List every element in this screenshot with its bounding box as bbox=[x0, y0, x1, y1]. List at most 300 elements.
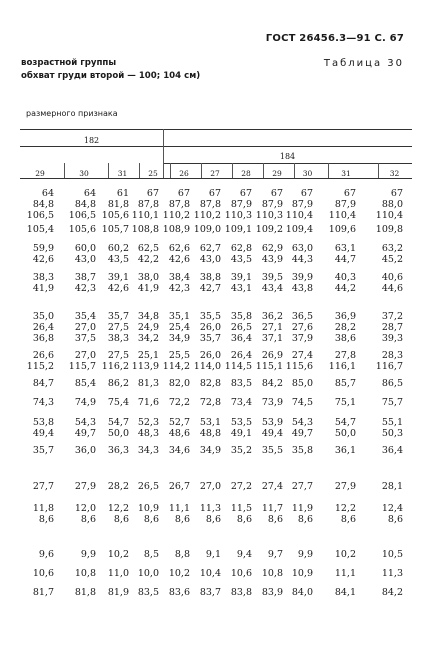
cell-value: 11,0 bbox=[107, 568, 129, 579]
cell-value: 116,1 bbox=[328, 361, 356, 372]
table-cell bbox=[108, 311, 129, 344]
table-cell bbox=[335, 272, 356, 294]
cell-value: 41,9 bbox=[137, 283, 159, 294]
cell-value: 9,4 bbox=[236, 549, 252, 560]
cell-value: 39,5 bbox=[261, 272, 283, 283]
cell-value: 84,1 bbox=[334, 587, 356, 598]
cell-value: 109,4 bbox=[285, 224, 313, 235]
cell-value: 36,3 bbox=[107, 445, 129, 456]
table-cell bbox=[108, 378, 129, 389]
table-cell bbox=[335, 549, 356, 560]
table-cell bbox=[329, 350, 356, 372]
cell-value: 67 bbox=[270, 188, 283, 199]
table-cell bbox=[231, 311, 252, 344]
cell-value: 37,5 bbox=[74, 333, 96, 344]
table-cell bbox=[33, 311, 54, 344]
table-cell bbox=[262, 272, 283, 294]
column-header: 31 bbox=[341, 169, 351, 178]
cell-value: 83,9 bbox=[261, 587, 283, 598]
table-cell bbox=[75, 243, 96, 265]
cell-value: 35,7 bbox=[32, 445, 54, 456]
cell-value: 26,0 bbox=[199, 322, 221, 333]
cell-value: 110,3 bbox=[224, 210, 252, 221]
cell-value: 114,0 bbox=[193, 361, 221, 372]
table-cell bbox=[231, 445, 252, 456]
cell-value: 48,8 bbox=[199, 428, 221, 439]
cell-value: 84,0 bbox=[291, 587, 313, 598]
cell-value: 43,8 bbox=[291, 283, 313, 294]
table-cell bbox=[382, 272, 403, 294]
cell-value: 10,2 bbox=[168, 568, 190, 579]
cell-value: 36,8 bbox=[32, 333, 54, 344]
table-cell bbox=[382, 243, 403, 265]
table-cell bbox=[382, 311, 403, 344]
table-cell bbox=[231, 503, 252, 525]
cell-value: 11,1 bbox=[334, 568, 356, 579]
cell-value: 27,6 bbox=[291, 322, 313, 333]
cell-value: 27,0 bbox=[74, 322, 96, 333]
table-cell bbox=[132, 224, 159, 235]
cell-value: 36,5 bbox=[291, 311, 313, 322]
table-cell bbox=[231, 378, 252, 389]
cell-value: 115,1 bbox=[255, 361, 283, 372]
table-cell bbox=[225, 188, 252, 221]
table-cell bbox=[200, 378, 221, 389]
cell-value: 54,7 bbox=[334, 417, 356, 428]
column-header: 30 bbox=[79, 169, 89, 178]
cell-value: 8,6 bbox=[267, 514, 283, 525]
table-cell bbox=[200, 417, 221, 439]
table-cell bbox=[200, 503, 221, 525]
cell-value: 40,6 bbox=[381, 272, 403, 283]
table-cell bbox=[292, 587, 313, 598]
table-cell bbox=[231, 481, 252, 492]
cell-value: 87,9 bbox=[230, 199, 252, 210]
cell-value: 34,9 bbox=[199, 445, 221, 456]
cell-value: 67 bbox=[208, 188, 221, 199]
table-cell bbox=[132, 188, 159, 221]
table-cell bbox=[75, 272, 96, 294]
heading-line-1: возрастной группы bbox=[21, 58, 117, 68]
table-cell bbox=[169, 445, 190, 456]
cell-value: 10,2 bbox=[107, 549, 129, 560]
table-cell bbox=[138, 397, 159, 408]
table-cell bbox=[33, 243, 54, 265]
cell-value: 25,4 bbox=[168, 322, 190, 333]
cell-value: 12,0 bbox=[74, 503, 96, 514]
cell-value: 110,4 bbox=[375, 210, 403, 221]
table-cell bbox=[132, 350, 159, 372]
cell-value: 64 bbox=[83, 188, 96, 199]
cell-value: 81,3 bbox=[137, 378, 159, 389]
cell-value: 50,3 bbox=[381, 428, 403, 439]
cell-value: 39,1 bbox=[107, 272, 129, 283]
column-header: 31 bbox=[117, 169, 128, 178]
cell-value: 67 bbox=[300, 188, 313, 199]
cell-value: 35,4 bbox=[74, 311, 96, 322]
cell-value: 35,7 bbox=[199, 333, 221, 344]
cell-value: 60,0 bbox=[74, 243, 96, 254]
cell-value: 43,1 bbox=[230, 283, 252, 294]
table-cell bbox=[292, 445, 313, 456]
group-184-label: 184 bbox=[279, 152, 296, 161]
cell-value: 10,8 bbox=[74, 568, 96, 579]
cell-value: 110,4 bbox=[285, 210, 313, 221]
cell-value: 26,4 bbox=[230, 350, 252, 361]
cell-value: 37,1 bbox=[261, 333, 283, 344]
column-header: 32 bbox=[389, 169, 400, 178]
cell-value: 35,1 bbox=[168, 311, 190, 322]
table-cell bbox=[169, 378, 190, 389]
cell-value: 53,9 bbox=[261, 417, 283, 428]
table-cell bbox=[169, 481, 190, 492]
cell-value: 84,2 bbox=[381, 587, 403, 598]
cell-value: 54,3 bbox=[291, 417, 313, 428]
table-cell bbox=[335, 568, 356, 579]
cell-value: 10,6 bbox=[230, 568, 252, 579]
table-cell bbox=[27, 188, 54, 221]
cell-value: 9,1 bbox=[205, 549, 221, 560]
table-cell bbox=[33, 397, 54, 408]
table-cell bbox=[262, 378, 283, 389]
cell-value: 75,1 bbox=[334, 397, 356, 408]
cell-value: 27,8 bbox=[334, 350, 356, 361]
table-cell bbox=[262, 587, 283, 598]
column-separator bbox=[263, 163, 264, 178]
cell-value: 109,8 bbox=[375, 224, 403, 235]
column-separator bbox=[64, 163, 65, 178]
cell-value: 27,1 bbox=[261, 322, 283, 333]
table-cell bbox=[382, 549, 403, 560]
table-cell bbox=[292, 417, 313, 439]
column-separator bbox=[139, 163, 140, 178]
table-cell bbox=[75, 568, 96, 579]
cell-value: 67 bbox=[390, 188, 403, 199]
cell-value: 44,6 bbox=[381, 283, 403, 294]
table-cell bbox=[335, 445, 356, 456]
cell-value: 85,4 bbox=[74, 378, 96, 389]
cell-value: 26,5 bbox=[137, 481, 159, 492]
cell-value: 36,4 bbox=[230, 333, 252, 344]
cell-value: 109,0 bbox=[193, 224, 221, 235]
cell-value: 27,2 bbox=[230, 481, 252, 492]
cell-value: 87,9 bbox=[261, 199, 283, 210]
cell-value: 38,4 bbox=[168, 272, 190, 283]
column-separator bbox=[201, 163, 202, 178]
cell-value: 87,8 bbox=[168, 199, 190, 210]
table-cell bbox=[102, 188, 129, 221]
table-cell bbox=[169, 272, 190, 294]
cell-value: 35,5 bbox=[261, 445, 283, 456]
cell-value: 8,6 bbox=[113, 514, 129, 525]
cell-value: 36,1 bbox=[334, 445, 356, 456]
table-cell bbox=[231, 587, 252, 598]
table-cell bbox=[292, 272, 313, 294]
table-cell bbox=[335, 481, 356, 492]
table-cell bbox=[169, 243, 190, 265]
cell-value: 35,8 bbox=[291, 445, 313, 456]
cell-value: 34,6 bbox=[168, 445, 190, 456]
cell-value: 44,2 bbox=[334, 283, 356, 294]
header-bottom-rule bbox=[20, 178, 412, 179]
cell-value: 54,7 bbox=[107, 417, 129, 428]
table-cell bbox=[138, 587, 159, 598]
table-cell bbox=[138, 378, 159, 389]
cell-value: 8,6 bbox=[80, 514, 96, 525]
table-cell bbox=[75, 503, 96, 525]
cell-value: 84,2 bbox=[261, 378, 283, 389]
cell-value: 108,8 bbox=[131, 224, 159, 235]
cell-value: 11,8 bbox=[32, 503, 54, 514]
table-cell bbox=[75, 481, 96, 492]
cell-value: 88,0 bbox=[381, 199, 403, 210]
table-cell bbox=[138, 568, 159, 579]
table-cell bbox=[382, 378, 403, 389]
table-cell bbox=[382, 397, 403, 408]
cell-value: 81,9 bbox=[107, 587, 129, 598]
table-cell bbox=[33, 503, 54, 525]
column-header: 27 bbox=[210, 169, 220, 178]
cell-value: 11,9 bbox=[291, 503, 313, 514]
table-cell bbox=[169, 417, 190, 439]
cell-value: 26,6 bbox=[32, 350, 54, 361]
cell-value: 53,1 bbox=[199, 417, 221, 428]
cell-value: 110,4 bbox=[328, 210, 356, 221]
cell-value: 38,7 bbox=[74, 272, 96, 283]
cell-value: 11,5 bbox=[230, 503, 252, 514]
cell-value: 110,2 bbox=[162, 210, 190, 221]
table-cell bbox=[286, 224, 313, 235]
column-separator bbox=[170, 163, 171, 178]
cell-value: 105,7 bbox=[101, 224, 129, 235]
cell-value: 28,7 bbox=[381, 322, 403, 333]
cell-value: 28,3 bbox=[381, 350, 403, 361]
cell-value: 27,7 bbox=[291, 481, 313, 492]
cell-value: 105,4 bbox=[26, 224, 54, 235]
table-cell bbox=[33, 481, 54, 492]
cell-value: 11,7 bbox=[261, 503, 283, 514]
cell-value: 59,9 bbox=[32, 243, 54, 254]
table-cell bbox=[33, 568, 54, 579]
cell-value: 63,2 bbox=[381, 243, 403, 254]
cell-value: 108,9 bbox=[162, 224, 190, 235]
table-cell bbox=[262, 417, 283, 439]
cell-value: 8,6 bbox=[340, 514, 356, 525]
table-cell bbox=[175, 549, 190, 560]
table-cell bbox=[138, 272, 159, 294]
cell-value: 62,8 bbox=[230, 243, 252, 254]
cell-value: 48,6 bbox=[168, 428, 190, 439]
cell-value: 35,5 bbox=[199, 311, 221, 322]
table-cell bbox=[108, 481, 129, 492]
table-cell bbox=[335, 503, 356, 525]
cell-value: 67 bbox=[343, 188, 356, 199]
table-cell bbox=[108, 397, 129, 408]
cell-value: 83,8 bbox=[230, 587, 252, 598]
cell-value: 114,2 bbox=[162, 361, 190, 372]
cell-value: 9,9 bbox=[297, 549, 313, 560]
cell-value: 116,7 bbox=[375, 361, 403, 372]
table-cell bbox=[33, 445, 54, 456]
cell-value: 73,9 bbox=[261, 397, 283, 408]
table-cell bbox=[75, 397, 96, 408]
cell-value: 36,9 bbox=[334, 311, 356, 322]
cell-value: 42,3 bbox=[74, 283, 96, 294]
cell-value: 8,5 bbox=[143, 549, 159, 560]
table-cell bbox=[200, 272, 221, 294]
cell-value: 82,8 bbox=[199, 378, 221, 389]
cell-value: 62,7 bbox=[199, 243, 221, 254]
table-cell bbox=[262, 243, 283, 265]
table-cell bbox=[33, 378, 54, 389]
cell-value: 52,3 bbox=[137, 417, 159, 428]
cell-value: 10,4 bbox=[199, 568, 221, 579]
cell-value: 109,6 bbox=[328, 224, 356, 235]
cell-value: 12,2 bbox=[334, 503, 356, 514]
cell-value: 52,7 bbox=[168, 417, 190, 428]
cell-value: 53,5 bbox=[230, 417, 252, 428]
cell-value: 28,2 bbox=[107, 481, 129, 492]
group-rule bbox=[20, 146, 412, 147]
cell-value: 36,2 bbox=[261, 311, 283, 322]
table-cell bbox=[69, 350, 96, 372]
column-header: 28 bbox=[241, 169, 251, 178]
cell-value: 42,6 bbox=[168, 254, 190, 265]
table-cell bbox=[33, 272, 54, 294]
cell-value: 83,5 bbox=[230, 378, 252, 389]
cell-value: 84,8 bbox=[74, 199, 96, 210]
cell-value: 86,5 bbox=[381, 378, 403, 389]
cell-value: 109,2 bbox=[255, 224, 283, 235]
standard-code: ГОСТ 26456.3—91 С. 67 bbox=[265, 33, 404, 44]
cell-value: 26,9 bbox=[261, 350, 283, 361]
table-cell bbox=[237, 549, 252, 560]
cell-value: 36,4 bbox=[381, 445, 403, 456]
table-cell bbox=[262, 397, 283, 408]
cell-value: 26,0 bbox=[199, 350, 221, 361]
cell-value: 44,7 bbox=[334, 254, 356, 265]
cell-value: 83,6 bbox=[168, 587, 190, 598]
table-cell bbox=[194, 224, 221, 235]
cell-value: 35,8 bbox=[230, 311, 252, 322]
column-header: 25 bbox=[148, 169, 158, 178]
cell-value: 27,0 bbox=[74, 350, 96, 361]
table-cell bbox=[286, 188, 313, 221]
column-header: 30 bbox=[302, 169, 313, 178]
cell-value: 26,5 bbox=[230, 322, 252, 333]
cell-value: 34,9 bbox=[168, 333, 190, 344]
table-cell bbox=[292, 481, 313, 492]
cell-value: 38,3 bbox=[107, 333, 129, 344]
cell-value: 74,9 bbox=[74, 397, 96, 408]
table-cell bbox=[169, 587, 190, 598]
cell-value: 38,3 bbox=[32, 272, 54, 283]
table-cell bbox=[262, 568, 283, 579]
cell-value: 35,2 bbox=[230, 445, 252, 456]
table-cell bbox=[200, 587, 221, 598]
table-cell bbox=[200, 243, 221, 265]
table-cell bbox=[268, 549, 283, 560]
cell-value: 62,6 bbox=[168, 243, 190, 254]
table-cell bbox=[108, 272, 129, 294]
cell-value: 49,4 bbox=[32, 428, 54, 439]
table-cell bbox=[335, 587, 356, 598]
cell-value: 106,5 bbox=[68, 210, 96, 221]
table-cell bbox=[138, 311, 159, 344]
column-header: 26 bbox=[179, 169, 189, 178]
cell-value: 82,0 bbox=[168, 378, 190, 389]
cell-value: 113,9 bbox=[131, 361, 159, 372]
cell-value: 26,4 bbox=[32, 322, 54, 333]
cell-value: 24,9 bbox=[137, 322, 159, 333]
cell-value: 42,6 bbox=[32, 254, 54, 265]
table-cell bbox=[382, 587, 403, 598]
table-cell bbox=[335, 378, 356, 389]
table-cell bbox=[169, 568, 190, 579]
table-cell bbox=[163, 188, 190, 221]
cell-value: 84,7 bbox=[32, 378, 54, 389]
table-cell bbox=[200, 481, 221, 492]
table-cell bbox=[335, 311, 356, 344]
table-cell bbox=[138, 445, 159, 456]
cell-value: 8,6 bbox=[387, 514, 403, 525]
table-cell bbox=[108, 587, 129, 598]
table-cell bbox=[200, 311, 221, 344]
table-cell bbox=[382, 568, 403, 579]
cell-value: 35,7 bbox=[107, 311, 129, 322]
table-cell bbox=[81, 549, 96, 560]
cell-value: 11,3 bbox=[199, 503, 221, 514]
cell-value: 110,1 bbox=[131, 210, 159, 221]
table-cell bbox=[292, 243, 313, 265]
table-cell bbox=[292, 503, 313, 525]
table-top-rule bbox=[20, 129, 412, 130]
table-cell bbox=[108, 549, 129, 560]
table-cell bbox=[75, 445, 96, 456]
cell-value: 75,4 bbox=[107, 397, 129, 408]
cell-value: 61 bbox=[116, 188, 129, 199]
table-cell bbox=[33, 587, 54, 598]
cell-value: 39,3 bbox=[381, 333, 403, 344]
cell-value: 27,5 bbox=[107, 350, 129, 361]
cell-value: 43,9 bbox=[261, 254, 283, 265]
table-cell bbox=[382, 417, 403, 439]
cell-value: 115,6 bbox=[285, 361, 313, 372]
cell-value: 115,2 bbox=[26, 361, 54, 372]
cell-value: 73,4 bbox=[230, 397, 252, 408]
table-cell bbox=[169, 311, 190, 344]
table-cell bbox=[292, 311, 313, 344]
cell-value: 85,0 bbox=[291, 378, 313, 389]
table-cell bbox=[102, 224, 129, 235]
table-cell bbox=[163, 350, 190, 372]
table-label: Таблица 30 bbox=[323, 58, 404, 69]
cell-value: 83,5 bbox=[137, 587, 159, 598]
cell-value: 106,5 bbox=[26, 210, 54, 221]
table-cell bbox=[194, 350, 221, 372]
cell-value: 62,9 bbox=[261, 243, 283, 254]
cell-value: 11,3 bbox=[381, 568, 403, 579]
cell-value: 74,3 bbox=[32, 397, 54, 408]
cell-value: 27,4 bbox=[261, 481, 283, 492]
cell-value: 10,5 bbox=[381, 549, 403, 560]
table-cell bbox=[200, 445, 221, 456]
cell-value: 37,9 bbox=[291, 333, 313, 344]
table-cell bbox=[335, 243, 356, 265]
table-cell bbox=[75, 311, 96, 344]
table-cell bbox=[262, 503, 283, 525]
cell-value: 55,1 bbox=[381, 417, 403, 428]
